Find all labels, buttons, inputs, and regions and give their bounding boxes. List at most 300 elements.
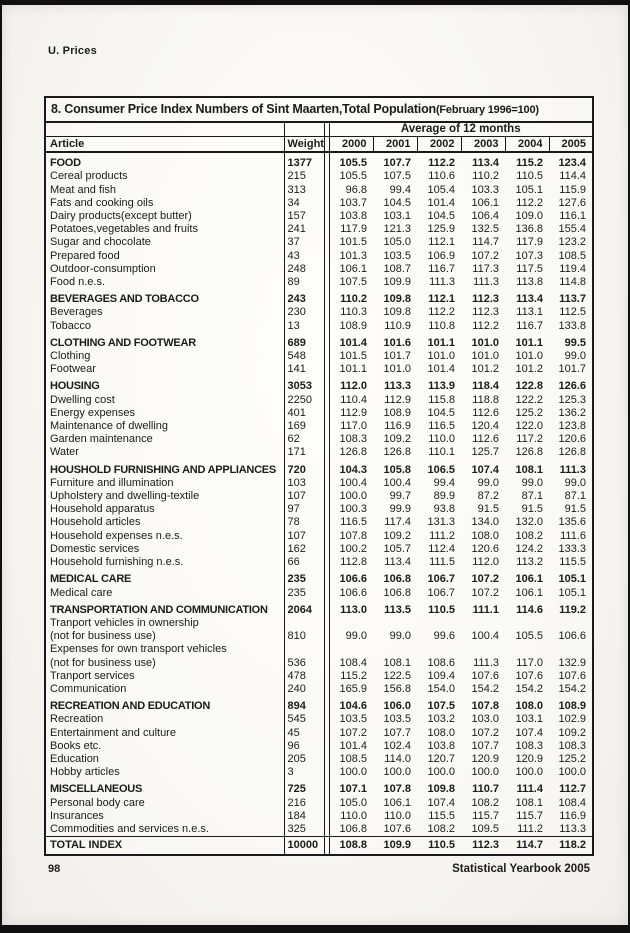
- value-cell: 115.7: [516, 809, 543, 822]
- value-cell: 107.2: [339, 726, 367, 739]
- value-cell: 99.0: [477, 476, 499, 489]
- table-row: [45, 670, 593, 683]
- column-header-article: Article: [45, 137, 284, 153]
- scanned-page: [2, 5, 628, 925]
- value-cell: 117.0: [340, 420, 367, 433]
- value-cell: 113.1: [516, 306, 543, 319]
- value-cell: 117.5: [516, 262, 543, 275]
- article-cell: Hobby articles: [45, 766, 284, 779]
- article-cell: Communication: [45, 683, 284, 696]
- value-cell: 101.4: [427, 363, 455, 376]
- value-cell: 106.7: [427, 586, 455, 599]
- weight-cell: 184: [284, 810, 324, 823]
- value-cell: 107.2: [471, 586, 499, 599]
- value-cell: 105.8: [383, 463, 411, 476]
- value-cell: 106.8: [339, 822, 367, 835]
- table-row: [45, 170, 593, 183]
- article-cell: Meat and fish: [45, 184, 284, 197]
- value-cell: 110.2: [340, 293, 367, 306]
- value-cell: 101.1: [339, 363, 367, 376]
- value-cell: 117.9: [516, 236, 543, 249]
- value-cell: 123.2: [558, 236, 586, 249]
- value-cell: 113.7: [559, 293, 586, 306]
- value-cell: 105.4: [427, 183, 455, 196]
- article-cell: Expenses for own transport vehicles: [45, 643, 284, 656]
- weight-cell: 171: [284, 446, 324, 459]
- value-cell: 100.4: [339, 476, 367, 489]
- value-cell: 112.5: [559, 306, 586, 319]
- value-cell: 108.0: [471, 529, 499, 542]
- article-cell: Garden maintenance: [45, 433, 284, 446]
- value-cell: 108.5: [558, 249, 586, 262]
- value-cell: 100.0: [339, 766, 367, 779]
- weight-cell: 548: [284, 350, 324, 363]
- weight-cell: 536: [284, 657, 324, 670]
- value-cell: 108.2: [515, 529, 543, 542]
- value-cell: 136.8: [515, 223, 543, 236]
- value-cell: 115.8: [428, 393, 455, 406]
- table-title-cell: [45, 97, 593, 122]
- article-cell: Maintenance of dwelling: [45, 420, 284, 433]
- value-cell: 104.5: [383, 196, 411, 209]
- weight-cell: 478: [284, 670, 324, 683]
- value-cell: 99.0: [564, 476, 586, 489]
- value-cell: 108.3: [558, 739, 586, 752]
- value-cell: 154.2: [558, 682, 586, 695]
- value-cell: 118.4: [472, 380, 499, 393]
- article-cell: RECREATION AND EDUCATION: [45, 696, 284, 713]
- weight-cell: 66: [284, 556, 324, 569]
- value-cell: [373, 617, 417, 630]
- value-cell: 113.2: [516, 556, 543, 569]
- article-cell: Tobacco: [45, 320, 284, 333]
- table-row: [45, 446, 593, 459]
- weight-cell: 141: [284, 363, 324, 376]
- value-cell: 107.5: [427, 700, 455, 713]
- value-cell: 103.8: [339, 210, 367, 223]
- value-cell: 91.5: [477, 503, 499, 516]
- value-cell: 156.8: [383, 682, 411, 695]
- article-cell: Insurances: [45, 810, 284, 823]
- table-row: [45, 556, 593, 569]
- value-cell: 107.2: [471, 726, 499, 739]
- value-cell: 107.6: [558, 669, 586, 682]
- value-cell: 155.4: [558, 223, 586, 236]
- table-row: [45, 810, 593, 823]
- weight-cell: 34: [284, 197, 324, 210]
- value-cell: 136.2: [558, 406, 586, 419]
- value-cell: 109.9: [383, 276, 411, 289]
- value-cell: 101.0: [383, 363, 411, 376]
- weight-cell: 215: [284, 170, 324, 183]
- value-cell: 103.7: [339, 196, 367, 209]
- value-cell: 102.9: [558, 713, 586, 726]
- article-cell: Outdoor-consumption: [45, 263, 284, 276]
- weight-cell: 2250: [284, 394, 324, 407]
- value-cell: 100.4: [471, 630, 499, 643]
- table-title-suffix: (February 1996=100): [435, 104, 539, 116]
- article-cell: Household furnishing n.e.s.: [45, 556, 284, 569]
- value-cell: 103.3: [471, 183, 499, 196]
- value-cell: 115.5: [428, 809, 455, 822]
- weight-cell: 78: [284, 516, 324, 529]
- value-cell: 115.2: [340, 669, 367, 682]
- value-cell: [329, 643, 373, 656]
- column-header-year: 2001: [373, 137, 417, 153]
- value-cell: [505, 617, 549, 630]
- value-cell: 110.0: [340, 809, 367, 822]
- table-row: [45, 600, 593, 617]
- value-cell: 106.8: [383, 573, 411, 586]
- table-title-row: [45, 97, 593, 122]
- table-row: [45, 753, 593, 766]
- value-cell: 112.6: [472, 406, 499, 419]
- column-header-year: 2003: [461, 137, 505, 153]
- table-row: [45, 766, 593, 779]
- table-row: [45, 376, 593, 393]
- value-cell: 110.2: [472, 170, 499, 183]
- value-cell: 111.6: [560, 529, 586, 542]
- value-cell: 108.0: [515, 700, 543, 713]
- value-cell: 112.9: [384, 393, 411, 406]
- section-kicker: U. Prices: [48, 45, 97, 57]
- value-cell: 116.1: [559, 210, 586, 223]
- value-cell: 100.0: [383, 766, 411, 779]
- weight-cell: 45: [284, 727, 324, 740]
- weight-cell: 894: [284, 696, 324, 713]
- weight-cell: 241: [284, 223, 324, 236]
- value-cell: 108.6: [427, 656, 455, 669]
- weight-cell: 107: [284, 490, 324, 503]
- table-row: [45, 740, 593, 753]
- value-cell: [549, 617, 593, 630]
- weight-cell: 103: [284, 477, 324, 490]
- value-cell: 106.1: [515, 586, 543, 599]
- value-cell: 125.2: [515, 406, 543, 419]
- value-cell: 116.7: [428, 262, 455, 275]
- article-cell: Household apparatus: [45, 503, 284, 516]
- value-cell: 108.5: [339, 752, 367, 765]
- value-cell: 122.0: [515, 420, 543, 433]
- table-row: [45, 236, 593, 249]
- value-cell: 93.8: [433, 503, 455, 516]
- value-cell: 154.0: [427, 682, 455, 695]
- value-cell: 103.5: [339, 713, 367, 726]
- value-cell: 105.7: [383, 542, 411, 555]
- value-cell: 110.0: [384, 809, 411, 822]
- column-header-year: 2005: [549, 137, 593, 153]
- value-cell: 103.0: [471, 713, 499, 726]
- value-cell: 107.7: [383, 157, 411, 170]
- value-cell: 99.7: [389, 490, 411, 503]
- value-cell: 119.2: [559, 603, 586, 616]
- weight-cell: 3053: [284, 376, 324, 393]
- weight-cell: 205: [284, 753, 324, 766]
- value-cell: 106.6: [558, 630, 586, 643]
- value-cell: 107.7: [383, 726, 411, 739]
- value-cell: 120.7: [427, 752, 455, 765]
- table-row: [45, 184, 593, 197]
- value-cell: 116.9: [384, 420, 411, 433]
- value-cell: 112.2: [428, 306, 455, 319]
- value-cell: 111.4: [516, 783, 543, 796]
- value-cell: 114.8: [559, 276, 586, 289]
- value-cell: 126.8: [339, 446, 367, 459]
- value-cell: 111.5: [429, 556, 455, 569]
- article-cell: Food n.e.s.: [45, 276, 284, 289]
- weight-cell: 545: [284, 713, 324, 726]
- value-cell: 120.6: [471, 542, 499, 555]
- article-cell: TOTAL INDEX: [45, 837, 284, 856]
- value-cell: 99.0: [389, 630, 411, 643]
- value-cell: 107.6: [515, 669, 543, 682]
- article-cell: Potatoes,vegetables and fruits: [45, 223, 284, 236]
- value-cell: 110.4: [340, 393, 367, 406]
- value-cell: 107.4: [427, 796, 455, 809]
- value-cell: 126.8: [515, 446, 543, 459]
- value-cell: 101.4: [339, 336, 367, 349]
- value-cell: 106.1: [471, 196, 499, 209]
- table-row: [45, 420, 593, 433]
- weight-cell: [284, 643, 324, 656]
- value-cell: 108.9: [558, 700, 586, 713]
- value-cell: [461, 617, 505, 630]
- value-cell: 123.4: [558, 157, 586, 170]
- value-cell: 106.4: [471, 210, 499, 223]
- value-cell: 99.4: [433, 476, 455, 489]
- article-cell: Clothing: [45, 350, 284, 363]
- value-cell: 112.3: [472, 306, 499, 319]
- value-cell: 91.5: [564, 503, 586, 516]
- table-row: [45, 837, 593, 856]
- value-cell: 111.3: [473, 276, 499, 289]
- value-cell: 114.6: [516, 603, 543, 616]
- article-cell: Fats and cooking oils: [45, 197, 284, 210]
- value-cell: 108.1: [515, 796, 543, 809]
- value-cell: 105.1: [558, 586, 586, 599]
- weight-cell: 10000: [284, 837, 324, 856]
- value-cell: 113.3: [559, 822, 586, 835]
- table-row: [45, 407, 593, 420]
- value-cell: 117.4: [384, 516, 411, 529]
- value-cell: 106.1: [383, 796, 411, 809]
- value-cell: 107.2: [471, 573, 499, 586]
- value-cell: 108.8: [329, 837, 373, 856]
- table-row: [45, 713, 593, 726]
- article-cell: CLOTHING AND FOOTWEAR: [45, 333, 284, 350]
- value-cell: 115.7: [472, 809, 499, 822]
- value-cell: 113.3: [384, 380, 411, 393]
- value-cell: 120.9: [471, 752, 499, 765]
- value-cell: 113.4: [516, 293, 543, 306]
- weight-cell: 230: [284, 306, 324, 319]
- value-cell: 122.8: [515, 380, 543, 393]
- value-cell: 108.1: [383, 656, 411, 669]
- value-cell: 133.8: [558, 319, 586, 332]
- value-cell: 109.2: [383, 529, 411, 542]
- value-cell: 117.0: [516, 656, 543, 669]
- weight-cell: 810: [284, 630, 324, 643]
- value-cell: 107.1: [339, 783, 367, 796]
- value-cell: 91.5: [521, 503, 543, 516]
- weight-cell: 62: [284, 433, 324, 446]
- value-cell: 108.1: [515, 463, 543, 476]
- value-cell: 101.0: [427, 350, 455, 363]
- article-cell: (not for business use): [45, 657, 284, 670]
- value-cell: 108.2: [471, 796, 499, 809]
- value-cell: 100.0: [427, 766, 455, 779]
- value-cell: 111.3: [473, 656, 499, 669]
- weight-cell: 401: [284, 407, 324, 420]
- weight-cell: 313: [284, 184, 324, 197]
- value-cell: 113.4: [472, 157, 499, 170]
- cpi-table: [44, 96, 594, 856]
- table-row: [45, 569, 593, 586]
- value-cell: 154.2: [471, 682, 499, 695]
- table-row: [45, 333, 593, 350]
- table-row: [45, 320, 593, 333]
- article-cell: (not for business use): [45, 630, 284, 643]
- value-cell: 101.0: [515, 350, 543, 363]
- value-cell: 101.3: [339, 249, 367, 262]
- article-cell: Beverages: [45, 306, 284, 319]
- value-cell: 106.8: [383, 586, 411, 599]
- table-row: [45, 460, 593, 477]
- value-cell: 112.1: [428, 293, 455, 306]
- article-cell: Household expenses n.e.s.: [45, 530, 284, 543]
- empty-cell: [45, 122, 284, 137]
- article-cell: Sugar and chocolate: [45, 236, 284, 249]
- value-cell: 127.6: [558, 196, 586, 209]
- value-cell: 104.5: [427, 210, 455, 223]
- value-cell: 126.8: [558, 446, 586, 459]
- value-cell: 117.9: [340, 223, 367, 236]
- value-cell: 110.5: [417, 837, 461, 856]
- value-cell: 107.5: [339, 276, 367, 289]
- article-cell: MEDICAL CARE: [45, 569, 284, 586]
- weight-cell: 107: [284, 530, 324, 543]
- value-cell: 106.0: [383, 700, 411, 713]
- weight-cell: 720: [284, 460, 324, 477]
- table-row: [45, 197, 593, 210]
- article-cell: Tranport vehicles in ownership: [45, 617, 284, 630]
- table-row: [45, 263, 593, 276]
- value-cell: 132.5: [471, 223, 499, 236]
- value-cell: 117.3: [472, 262, 499, 275]
- value-cell: 117.2: [516, 433, 543, 446]
- table-row: [45, 503, 593, 516]
- article-cell: BEVERAGES AND TOBACCO: [45, 289, 284, 306]
- value-cell: 131.3: [427, 516, 455, 529]
- value-cell: 125.2: [558, 752, 586, 765]
- value-cell: 120.6: [558, 433, 586, 446]
- article-cell: Medical care: [45, 587, 284, 600]
- value-cell: 125.9: [427, 223, 455, 236]
- value-cell: 154.2: [515, 682, 543, 695]
- value-cell: [417, 643, 461, 656]
- table-row: [45, 823, 593, 837]
- value-cell: 112.3: [472, 293, 499, 306]
- value-cell: [549, 643, 593, 656]
- value-cell: 100.2: [339, 542, 367, 555]
- table-row: [45, 657, 593, 670]
- weight-cell: 162: [284, 543, 324, 556]
- table-row: [45, 350, 593, 363]
- table-row: [45, 433, 593, 446]
- value-cell: 100.3: [339, 503, 367, 516]
- value-cell: 100.0: [515, 766, 543, 779]
- value-cell: 108.4: [558, 796, 586, 809]
- value-cell: 115.9: [559, 183, 586, 196]
- column-header-year: 2000: [329, 137, 373, 153]
- value-cell: 110.7: [472, 783, 499, 796]
- value-cell: 118.8: [472, 393, 499, 406]
- weight-cell: 689: [284, 333, 324, 350]
- value-cell: 107.4: [515, 726, 543, 739]
- weight-cell: 13: [284, 320, 324, 333]
- value-cell: 107.7: [471, 739, 499, 752]
- weight-cell: 2064: [284, 600, 324, 617]
- value-cell: 113.5: [384, 603, 411, 616]
- value-cell: 110.8: [428, 319, 455, 332]
- value-cell: 114.0: [384, 752, 411, 765]
- value-cell: 100.0: [471, 766, 499, 779]
- table-row: [45, 210, 593, 223]
- value-cell: 107.6: [471, 669, 499, 682]
- value-cell: 105.5: [339, 170, 367, 183]
- value-cell: 101.2: [471, 363, 499, 376]
- table-row: [45, 490, 593, 503]
- table-row: [45, 727, 593, 740]
- value-cell: 122.5: [383, 669, 411, 682]
- value-cell: 109.2: [558, 726, 586, 739]
- weight-cell: 96: [284, 740, 324, 753]
- table-row: [45, 696, 593, 713]
- value-cell: 110.5: [428, 603, 455, 616]
- article-cell: Prepared food: [45, 250, 284, 263]
- value-cell: 99.6: [433, 630, 455, 643]
- table-row: [45, 152, 593, 170]
- value-cell: 99.0: [564, 350, 586, 363]
- value-cell: 110.0: [428, 433, 455, 446]
- value-cell: 110.9: [384, 319, 411, 332]
- table-row: [45, 530, 593, 543]
- value-cell: 108.0: [427, 726, 455, 739]
- value-cell: 109.8: [427, 783, 455, 796]
- value-cell: 104.3: [339, 463, 367, 476]
- page-number: 98: [48, 863, 61, 875]
- value-cell: 101.0: [471, 350, 499, 363]
- article-cell: Water: [45, 446, 284, 459]
- table-row: [45, 543, 593, 556]
- value-cell: 116.7: [516, 319, 543, 332]
- value-cell: 112.2: [428, 157, 455, 170]
- value-cell: 110.1: [428, 446, 455, 459]
- value-cell: 134.0: [471, 516, 499, 529]
- value-cell: 111.3: [559, 463, 586, 476]
- avg-header: Average of 12 months: [329, 122, 593, 137]
- value-cell: 112.7: [559, 783, 586, 796]
- weight-cell: 235: [284, 587, 324, 600]
- value-cell: 103.1: [383, 210, 411, 223]
- value-cell: 123.8: [558, 420, 586, 433]
- weight-cell: 216: [284, 797, 324, 810]
- value-cell: 165.9: [339, 682, 367, 695]
- value-cell: 110.6: [428, 170, 455, 183]
- article-cell: Cereal products: [45, 170, 284, 183]
- value-cell: 101.0: [471, 336, 499, 349]
- weight-cell: 235: [284, 569, 324, 586]
